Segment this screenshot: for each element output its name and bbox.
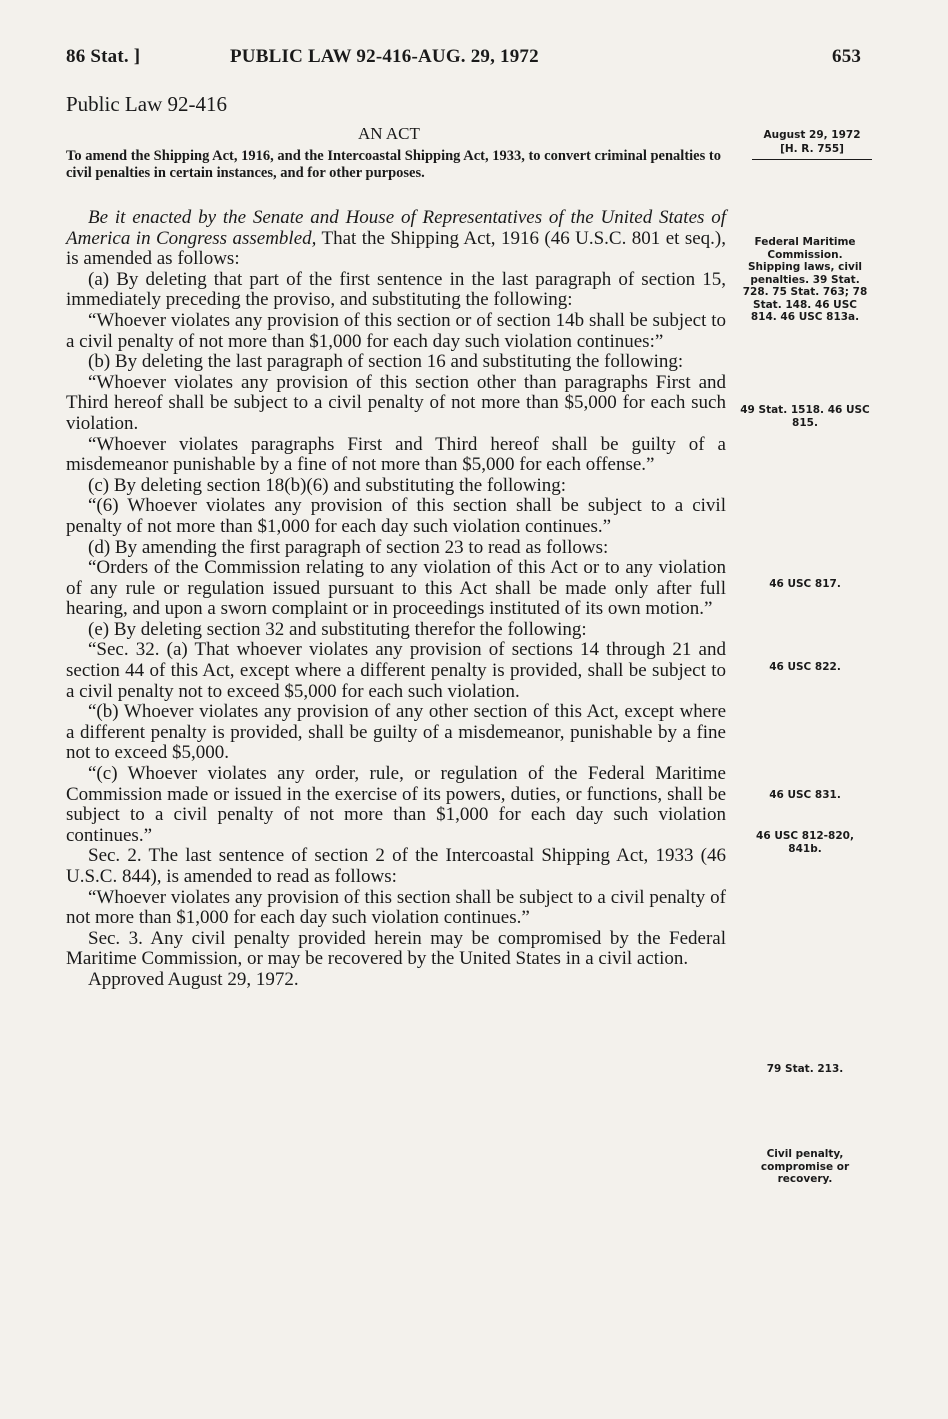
margin-note: 46 USC 831. [769, 789, 841, 801]
section-paragraph: Sec. 3. Any civil penalty provided herein may be compromised by the Federal Maritime Commission, or may be recovered by the United States in a civil action. [66, 927, 726, 970]
margin-note: 46 USC 817. [769, 578, 841, 590]
act-title: AN ACT [358, 124, 420, 143]
public-law-label: Public Law 92-416 [66, 92, 227, 116]
body-paragraph: (d) By amending the first paragraph of section 23 to read as follows: [88, 536, 609, 558]
body-paragraph: “Whoever violates any provision of this section or of section 14b shall be subject to a civil penalty of not more than $1,000 for each day such violation continues:” [66, 309, 726, 352]
body-paragraph: (e) By deleting section 32 and substituting therefor the following: [88, 618, 587, 640]
section-paragraph: Sec. 2. The last sentence of section 2 of the Intercoastal Shipping Act, 1933 (46 U.S.C. 844), is amended to read as follows: [66, 845, 726, 887]
margin-note: 49 Stat. 1518. 46 USC 815. [740, 404, 870, 429]
page-number: 653 [832, 46, 862, 67]
margin-note: 79 Stat. 213. [766, 1063, 844, 1075]
enacting-clause [66, 208, 726, 270]
approval-line: Approved August 29, 1972. [88, 968, 299, 990]
body-paragraph: (c) By deleting section 18(b)(6) and substituting the following: [88, 474, 567, 496]
header-title: PUBLIC LAW 92-416-AUG. 29, 1972 [230, 46, 539, 67]
act-body [66, 208, 726, 991]
body-paragraph: (a) By deleting that part of the first sentence in the last paragraph of section 15, immediately preceding the proviso, and substituting the following: [66, 268, 726, 311]
margin-note: 46 USC 812-820, 841b. [756, 830, 854, 855]
body-paragraph: “Whoever violates any provision of this section other than paragraphs First and Third hereof shall be subject to a civil penalty of not more than $5,000 for each such violation. [66, 371, 726, 434]
date-rule [752, 159, 872, 160]
margin-note: Civil penalty, compromise or recovery. [760, 1148, 850, 1185]
body-paragraph: “(b) Whoever violates any provision of any other section of this Act, except where a different penalty is provided, shall be guilty of a misdemeanor, punishable by a fine not to exceed $5,000. [66, 701, 726, 764]
body-paragraph: That the Shipping Act, 1916 (46 U.S.C. 801 et seq.), is amended as follows: [66, 227, 726, 270]
bill-number: [H. R. 755] [780, 143, 844, 155]
margin-note: 46 USC 822. [769, 661, 841, 673]
body-paragraph: “Sec. 32. (a) That whoever violates any provision of sections 14 through 21 and section 44 of this Act, except where a different penalty is provided, shall be subject to a civil penalty not to exceed $5,000 for each such violation. [66, 639, 726, 702]
body-paragraph: “(6) Whoever violates any provision of this section shall be subject to a civil penalty of not more than $1,000 for each day such violation continues.” [66, 495, 726, 537]
margin-note: Federal Maritime Commission. Shipping laws, civil penalties. 39 Stat. 728. 75 Stat. 763; 78 Stat. 148. 46 USC 814. 46 USC 813a. [742, 236, 868, 323]
enacting-formula: Be it enacted by the Senate and House of Representatives of the United States of America in Congress assembled, [66, 207, 726, 249]
enactment-date: August 29, 1972 [763, 129, 861, 141]
act-purpose: To amend the Shipping Act, 1916, and the Intercoastal Shipping Act, 1933, to convert criminal penalties to civil penalties in certain instances, and for other purposes. [66, 148, 721, 181]
body-paragraph: “Whoever violates any provision of this section shall be subject to a civil penalty of not more than $1,000 for each day such violation continues.” [66, 886, 726, 929]
body-paragraph: (b) By deleting the last paragraph of section 16 and substituting the following: [88, 351, 684, 373]
date-block [752, 128, 872, 160]
body-paragraph: “Whoever violates paragraphs First and Third hereof shall be guilty of a misdemeanor punishable by a fine of not more than $5,000 for each offense.” [66, 433, 726, 476]
header-stat-reference: 86 Stat. ] [66, 46, 141, 67]
body-paragraph: “Orders of the Commission relating to any violation of this Act or to any violation of any rule or regulation issued pursuant to this Act shall be made only after full hearing, and upon a sworn complaint or in proceedings instituted of its own motion.” [66, 557, 726, 620]
body-paragraph: “(c) Whoever violates any order, rule, or regulation of the Federal Maritime Commission made or issued in the exercise of its powers, duties, or functions, shall be subject to a civil penalty of not more than $1,000 for each day such violation continues.” [66, 763, 726, 846]
